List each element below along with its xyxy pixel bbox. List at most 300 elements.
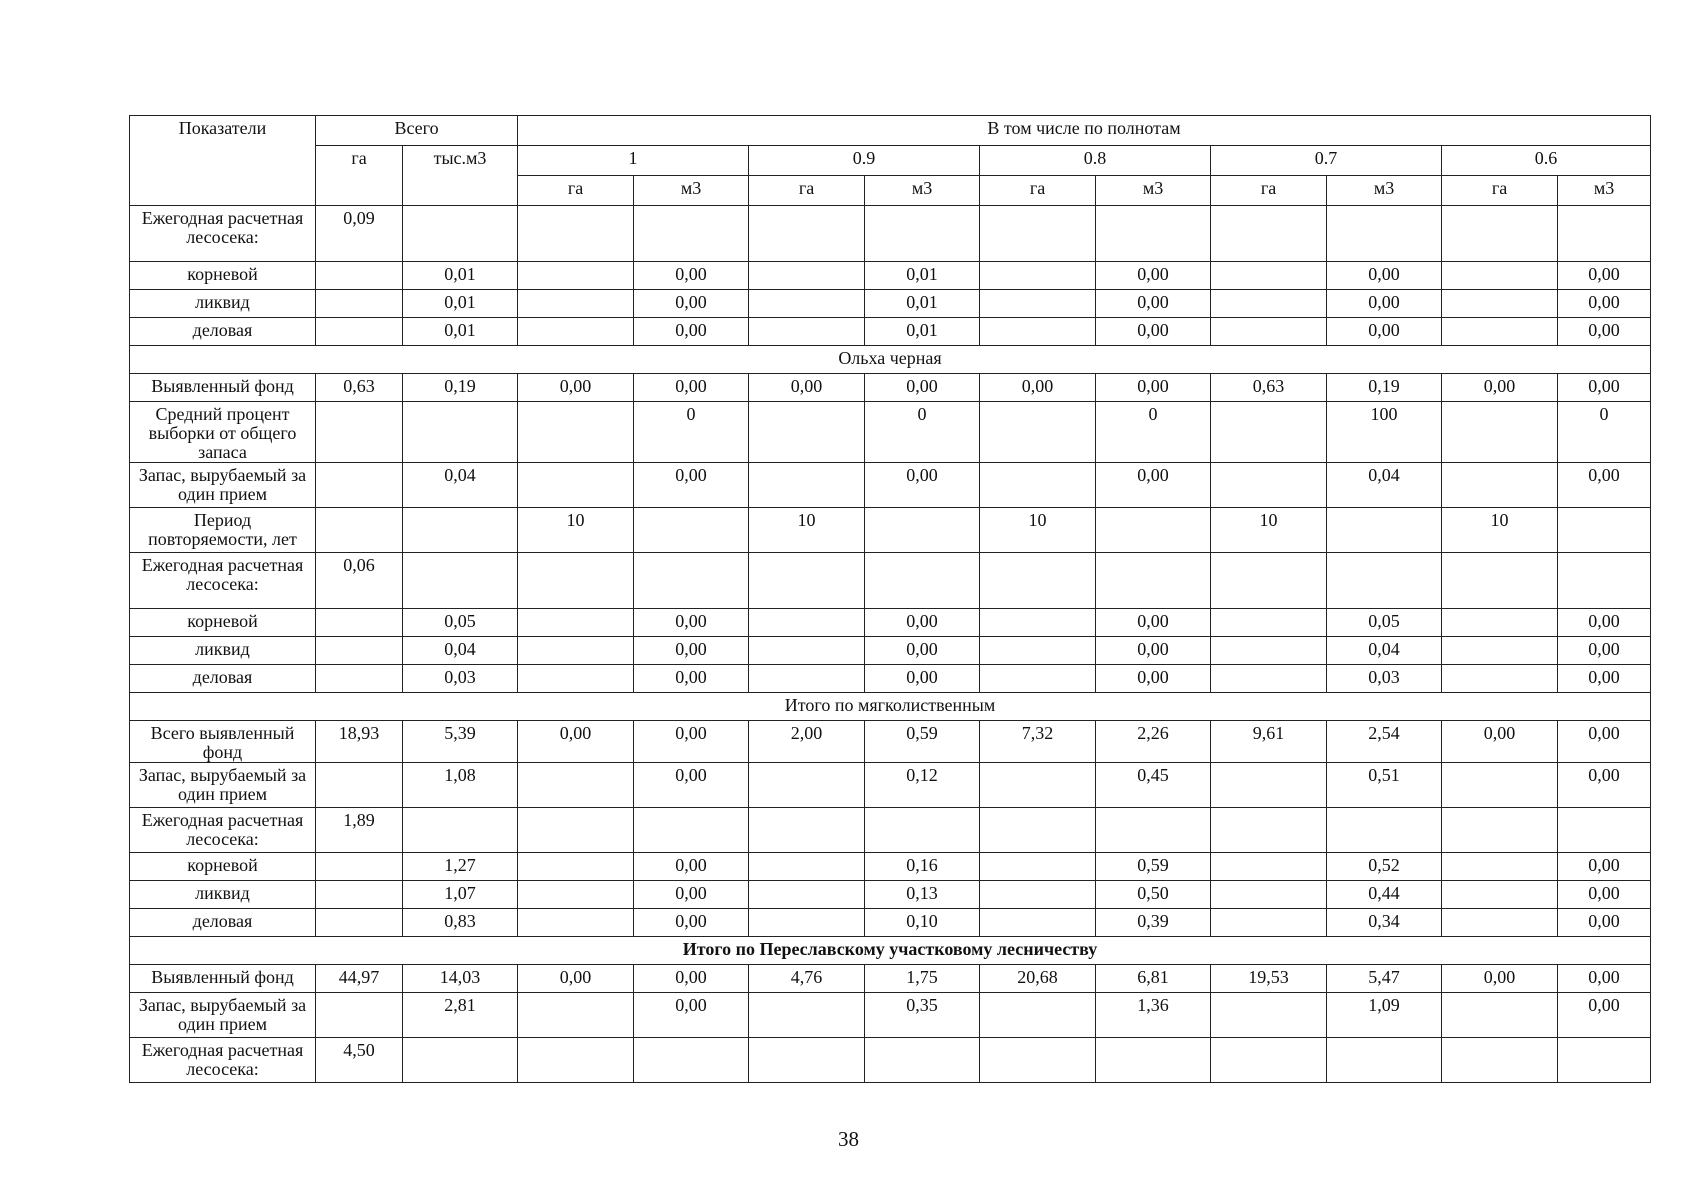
table-cell: [518, 553, 634, 609]
table-cell: [1211, 665, 1327, 693]
table-cell: [518, 993, 634, 1038]
table-cell: [1558, 808, 1651, 853]
table-cell: 0,12: [865, 763, 980, 808]
table-cell: 0,63: [1211, 374, 1327, 402]
table-cell: 1,07: [403, 881, 518, 909]
table-cell: 10: [1442, 508, 1558, 553]
table-cell: [749, 318, 865, 346]
table-cell: 1,36: [1096, 993, 1211, 1038]
table-cell: 0,51: [1327, 763, 1442, 808]
row-label: деловая: [130, 318, 316, 346]
table-header: [130, 116, 1651, 206]
table-cell: 0,01: [865, 290, 980, 318]
table-cell: 0: [865, 402, 980, 463]
table-cell: 0,00: [865, 637, 980, 665]
section-row: [130, 937, 1651, 965]
table-cell: [1442, 463, 1558, 508]
table-cell: 0,01: [403, 318, 518, 346]
table-cell: [316, 463, 403, 508]
table-cell: [1211, 553, 1327, 609]
table-cell: [316, 637, 403, 665]
table-row: [130, 609, 1651, 637]
section-row: [130, 693, 1651, 721]
table-cell: [865, 1038, 980, 1083]
header-density-0-6: 0.6: [1442, 146, 1651, 176]
table-cell: 0,00: [518, 721, 634, 763]
table-row: [130, 665, 1651, 693]
table-cell: 0,00: [1558, 637, 1651, 665]
table-cell: 0,00: [634, 721, 749, 763]
table-cell: [1442, 206, 1558, 262]
table-cell: 0,34: [1327, 909, 1442, 937]
table-cell: [518, 290, 634, 318]
table-cell: [1096, 553, 1211, 609]
table-cell: [634, 808, 749, 853]
table-cell: [980, 1038, 1096, 1083]
table-cell: [1442, 808, 1558, 853]
table-cell: 0,00: [865, 665, 980, 693]
header-indicator: Показатели: [130, 116, 316, 206]
table-cell: [980, 318, 1096, 346]
table-cell: [518, 665, 634, 693]
table-cell: 0,00: [634, 637, 749, 665]
table-cell: [316, 665, 403, 693]
table-row: [130, 402, 1651, 463]
table-cell: [316, 853, 403, 881]
table-cell: 0,00: [634, 262, 749, 290]
table-cell: 10: [980, 508, 1096, 553]
table-cell: [518, 637, 634, 665]
table-cell: 0,04: [1327, 463, 1442, 508]
table-cell: [749, 553, 865, 609]
table-row: [130, 909, 1651, 937]
table-cell: 0,00: [1558, 374, 1651, 402]
table-row: [130, 637, 1651, 665]
table-cell: [749, 763, 865, 808]
row-label: корневой: [130, 853, 316, 881]
table-row: [130, 721, 1651, 763]
table-cell: [749, 909, 865, 937]
table-cell: 0,00: [634, 609, 749, 637]
table-cell: 0,00: [1096, 609, 1211, 637]
table-cell: 0: [1096, 402, 1211, 463]
table-cell: [316, 609, 403, 637]
row-label: Выявленный фонд: [130, 965, 316, 993]
table-cell: [403, 553, 518, 609]
table-cell: 1,08: [403, 763, 518, 808]
table-cell: 0,00: [1558, 463, 1651, 508]
table-cell: [865, 508, 980, 553]
table-cell: 0,83: [403, 909, 518, 937]
table-cell: [518, 463, 634, 508]
section-row: [130, 346, 1651, 374]
header-ha: га: [980, 176, 1096, 206]
row-label: Ежегодная расчетная лесосека:: [130, 206, 316, 262]
table-cell: 0,05: [1327, 609, 1442, 637]
table-cell: [980, 993, 1096, 1038]
table-cell: [634, 206, 749, 262]
header-density-1: 1: [518, 146, 749, 176]
table-cell: [1442, 402, 1558, 463]
table-cell: 4,50: [316, 1038, 403, 1083]
table-cell: [518, 318, 634, 346]
table-cell: 0,00: [634, 881, 749, 909]
header-ha: га: [1211, 176, 1327, 206]
table-cell: 0,04: [1327, 637, 1442, 665]
table-cell: 0: [634, 402, 749, 463]
table-cell: 0,00: [865, 609, 980, 637]
page-number: 38: [838, 1127, 859, 1151]
table-cell: 2,81: [403, 993, 518, 1038]
table-cell: [1211, 318, 1327, 346]
table-cell: [518, 881, 634, 909]
table-cell: 0,00: [1096, 637, 1211, 665]
table-cell: 0,19: [403, 374, 518, 402]
table-cell: [1211, 881, 1327, 909]
table-cell: 0,00: [634, 374, 749, 402]
table-row: [130, 206, 1651, 262]
table-cell: 7,32: [980, 721, 1096, 763]
forest-inventory-table-page: [129, 115, 1650, 1083]
header-by-density: В том числе по полнотам: [518, 116, 1651, 146]
table-cell: [518, 402, 634, 463]
table-cell: 0,04: [403, 463, 518, 508]
row-label: Ежегодная расчетная лесосека:: [130, 1038, 316, 1083]
table-cell: [316, 763, 403, 808]
table-cell: [1327, 553, 1442, 609]
table-cell: 0,50: [1096, 881, 1211, 909]
table-cell: 0,00: [1096, 318, 1211, 346]
table-cell: [634, 553, 749, 609]
table-cell: 0,00: [634, 909, 749, 937]
table-cell: 0,00: [1327, 262, 1442, 290]
table-cell: [1211, 808, 1327, 853]
table-cell: 0,35: [865, 993, 980, 1038]
table-cell: [1211, 290, 1327, 318]
table-cell: 4,76: [749, 965, 865, 993]
table-cell: 2,00: [749, 721, 865, 763]
table-cell: [749, 262, 865, 290]
table-cell: 2,26: [1096, 721, 1211, 763]
table-cell: [749, 993, 865, 1038]
table-cell: 9,61: [1211, 721, 1327, 763]
table-cell: [1442, 665, 1558, 693]
table-cell: 0,00: [634, 318, 749, 346]
table-cell: 0,00: [1558, 881, 1651, 909]
table-cell: [1211, 853, 1327, 881]
table-cell: [1442, 290, 1558, 318]
table-cell: 0,00: [1096, 463, 1211, 508]
table-cell: [1211, 993, 1327, 1038]
row-label: ликвид: [130, 290, 316, 318]
table-cell: 0,00: [1096, 374, 1211, 402]
table-cell: 0,00: [1096, 665, 1211, 693]
table-cell: 14,03: [403, 965, 518, 993]
table-cell: [518, 909, 634, 937]
row-label: Период повторяемости, лет: [130, 508, 316, 553]
header-ha: га: [749, 176, 865, 206]
table-cell: [749, 463, 865, 508]
table-cell: 19,53: [1211, 965, 1327, 993]
table-cell: [403, 808, 518, 853]
table-cell: [1327, 206, 1442, 262]
table-cell: 0,00: [865, 374, 980, 402]
table-cell: 0,00: [865, 463, 980, 508]
table-cell: [1211, 609, 1327, 637]
table-cell: 18,93: [316, 721, 403, 763]
table-cell: [980, 881, 1096, 909]
table-cell: 0,01: [865, 262, 980, 290]
section-title: Итого по Переславскому участковому лесничеству: [130, 937, 1651, 965]
table-cell: [1442, 909, 1558, 937]
table-cell: 0,00: [1558, 965, 1651, 993]
table-row: [130, 374, 1651, 402]
section-title: Ольха черная: [130, 346, 1651, 374]
row-label: Всего выявленный фонд: [130, 721, 316, 763]
table-cell: [403, 206, 518, 262]
table-cell: [403, 1038, 518, 1083]
row-label: Ежегодная расчетная лесосека:: [130, 808, 316, 853]
table-cell: [1211, 1038, 1327, 1083]
table-cell: [749, 290, 865, 318]
table-cell: [1211, 909, 1327, 937]
table-cell: 0,00: [1558, 665, 1651, 693]
table-cell: [518, 1038, 634, 1083]
table-cell: 0,59: [1096, 853, 1211, 881]
table-cell: [316, 262, 403, 290]
row-label: деловая: [130, 665, 316, 693]
table-cell: 0,00: [518, 965, 634, 993]
table-cell: 0: [1558, 402, 1651, 463]
table-cell: [1558, 1038, 1651, 1083]
table-cell: [518, 206, 634, 262]
table-row: [130, 262, 1651, 290]
table-cell: [518, 262, 634, 290]
table-cell: [1442, 553, 1558, 609]
table-cell: 0,13: [865, 881, 980, 909]
table-cell: [980, 763, 1096, 808]
header-ha: га: [1442, 176, 1558, 206]
table-cell: 0,00: [634, 665, 749, 693]
row-label: Средний процент выборки от общего запаса: [130, 402, 316, 463]
table-cell: [980, 909, 1096, 937]
header-m3: м3: [634, 176, 749, 206]
table-row: [130, 881, 1651, 909]
table-cell: 0,00: [1558, 290, 1651, 318]
table-cell: [316, 508, 403, 553]
row-label: Выявленный фонд: [130, 374, 316, 402]
table-cell: 0,52: [1327, 853, 1442, 881]
table-row: [130, 508, 1651, 553]
table-cell: 1,09: [1327, 993, 1442, 1038]
table-cell: 0,01: [403, 290, 518, 318]
table-cell: [1558, 206, 1651, 262]
table-cell: [1211, 402, 1327, 463]
table-cell: [1442, 609, 1558, 637]
table-cell: [865, 206, 980, 262]
table-cell: [518, 763, 634, 808]
table-cell: [1096, 206, 1211, 262]
table-cell: 0,00: [1558, 609, 1651, 637]
table-cell: 0,01: [403, 262, 518, 290]
table-row: [130, 993, 1651, 1038]
table-cell: [749, 881, 865, 909]
table-cell: 10: [518, 508, 634, 553]
table-cell: [1096, 508, 1211, 553]
table-cell: [980, 609, 1096, 637]
table-cell: 20,68: [980, 965, 1096, 993]
table-cell: [518, 808, 634, 853]
table-cell: 0,00: [1558, 853, 1651, 881]
table-cell: 0,05: [403, 609, 518, 637]
table-cell: [634, 508, 749, 553]
table-cell: [1442, 262, 1558, 290]
table-cell: [749, 853, 865, 881]
table-cell: [1442, 637, 1558, 665]
table-row: [130, 553, 1651, 609]
table-cell: [865, 808, 980, 853]
table-cell: [316, 881, 403, 909]
table-cell: 0,39: [1096, 909, 1211, 937]
table-row: [130, 1038, 1651, 1083]
table-cell: [1558, 553, 1651, 609]
table-cell: 6,81: [1096, 965, 1211, 993]
table-cell: 0,06: [316, 553, 403, 609]
table-cell: [403, 508, 518, 553]
header-m3: м3: [1558, 176, 1651, 206]
table-cell: 0,00: [1558, 262, 1651, 290]
section-title: Итого по мягколиственным: [130, 693, 1651, 721]
table-cell: [980, 262, 1096, 290]
table-cell: 0,09: [316, 206, 403, 262]
forest-inventory-table: [129, 115, 1651, 1083]
table-row: [130, 808, 1651, 853]
row-label: ликвид: [130, 637, 316, 665]
table-cell: [980, 665, 1096, 693]
table-cell: [1211, 262, 1327, 290]
table-cell: [980, 637, 1096, 665]
table-cell: 0,00: [1558, 993, 1651, 1038]
table-cell: [749, 665, 865, 693]
table-cell: [1442, 318, 1558, 346]
table-cell: 0,00: [634, 463, 749, 508]
table-cell: 0,44: [1327, 881, 1442, 909]
row-label: Запас, вырубаемый за один прием: [130, 993, 316, 1038]
table-cell: [1211, 463, 1327, 508]
table-cell: [1327, 1038, 1442, 1083]
table-cell: 0,00: [1558, 721, 1651, 763]
table-row: [130, 763, 1651, 808]
table-cell: 0,63: [316, 374, 403, 402]
table-cell: [1442, 881, 1558, 909]
table-cell: 0,00: [634, 993, 749, 1038]
table-cell: [1442, 853, 1558, 881]
table-cell: [749, 402, 865, 463]
table-cell: 0,00: [1558, 763, 1651, 808]
table-cell: [980, 463, 1096, 508]
table-cell: 0,00: [634, 763, 749, 808]
table-cell: [1442, 993, 1558, 1038]
row-label: деловая: [130, 909, 316, 937]
row-label: ликвид: [130, 881, 316, 909]
table-cell: [980, 553, 1096, 609]
header-density-0-9: 0.9: [749, 146, 980, 176]
table-cell: [316, 290, 403, 318]
header-ha: га: [518, 176, 634, 206]
table-cell: [980, 402, 1096, 463]
table-cell: 5,39: [403, 721, 518, 763]
table-cell: 0,03: [403, 665, 518, 693]
table-cell: [980, 290, 1096, 318]
table-cell: [1327, 808, 1442, 853]
table-cell: 0,00: [634, 965, 749, 993]
table-cell: 1,27: [403, 853, 518, 881]
table-cell: [1442, 1038, 1558, 1083]
table-cell: 0,00: [634, 853, 749, 881]
table-cell: 0,00: [1096, 262, 1211, 290]
table-cell: [980, 853, 1096, 881]
table-cell: [749, 609, 865, 637]
table-cell: 1,89: [316, 808, 403, 853]
table-cell: [1211, 763, 1327, 808]
row-label: корневой: [130, 609, 316, 637]
table-cell: [634, 1038, 749, 1083]
table-cell: [749, 206, 865, 262]
table-cell: 0,04: [403, 637, 518, 665]
header-total-ha: га: [316, 146, 403, 206]
table-row: [130, 463, 1651, 508]
table-cell: 0,16: [865, 853, 980, 881]
table-cell: [518, 609, 634, 637]
table-cell: [316, 993, 403, 1038]
table-cell: 0,00: [1327, 290, 1442, 318]
table-cell: [1558, 508, 1651, 553]
header-m3: м3: [1096, 176, 1211, 206]
row-label: Запас, вырубаемый за один прием: [130, 463, 316, 508]
table-cell: [316, 402, 403, 463]
table-cell: 10: [1211, 508, 1327, 553]
table-cell: 0,00: [1096, 290, 1211, 318]
header-m3: м3: [865, 176, 980, 206]
header-total: Всего: [316, 116, 518, 146]
table-cell: [749, 637, 865, 665]
table-cell: [316, 318, 403, 346]
row-label: Запас, вырубаемый за один прием: [130, 763, 316, 808]
table-body: [130, 206, 1651, 1083]
table-cell: 2,54: [1327, 721, 1442, 763]
table-cell: [749, 808, 865, 853]
table-row: [130, 290, 1651, 318]
table-cell: [980, 808, 1096, 853]
table-cell: [749, 1038, 865, 1083]
table-cell: 0,03: [1327, 665, 1442, 693]
table-cell: [316, 909, 403, 937]
table-cell: 0,00: [518, 374, 634, 402]
row-label: Ежегодная расчетная лесосека:: [130, 553, 316, 609]
table-row: [130, 853, 1651, 881]
table-cell: 44,97: [316, 965, 403, 993]
table-cell: [1211, 637, 1327, 665]
row-label: корневой: [130, 262, 316, 290]
table-cell: [1211, 206, 1327, 262]
table-cell: 0,00: [1442, 374, 1558, 402]
table-cell: 0,10: [865, 909, 980, 937]
table-cell: 0,00: [1558, 909, 1651, 937]
table-cell: 0,00: [1442, 965, 1558, 993]
header-density-0-8: 0.8: [980, 146, 1211, 176]
table-cell: 0,19: [1327, 374, 1442, 402]
table-cell: 0,00: [634, 290, 749, 318]
